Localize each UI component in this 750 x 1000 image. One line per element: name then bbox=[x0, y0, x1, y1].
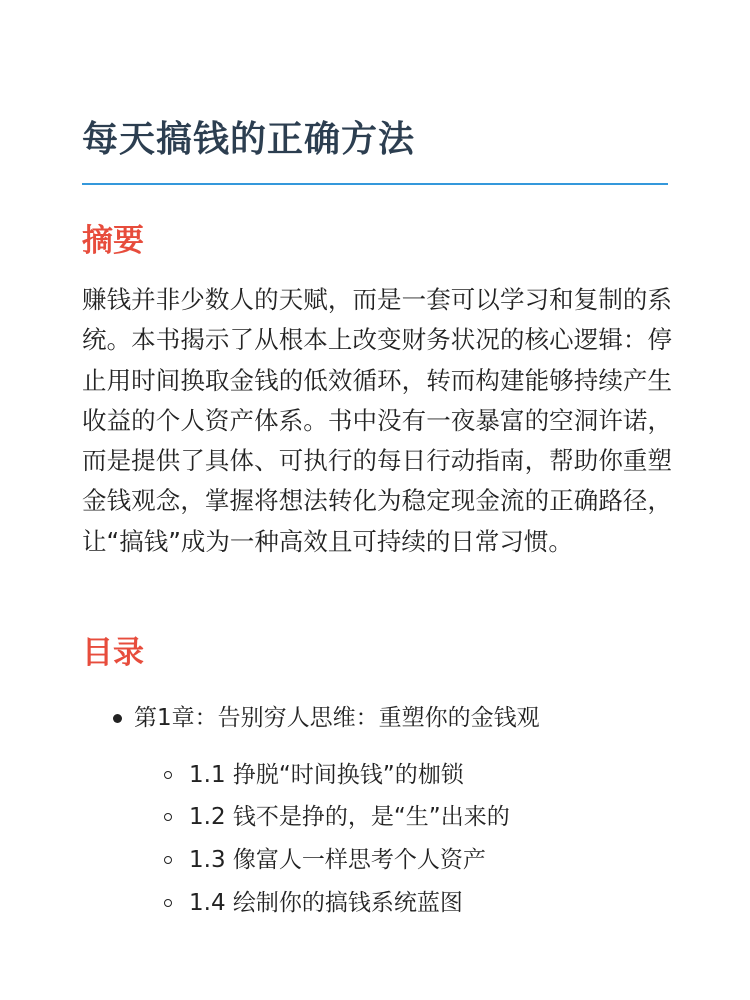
bullet-circle-icon bbox=[164, 771, 172, 779]
toc-chapter-label: 第1章：告别穷人思维：重塑你的金钱观 bbox=[134, 705, 540, 731]
toc-section-label: 1.3 像富人一样思考个人资产 bbox=[189, 847, 486, 873]
bullet-circle-icon bbox=[164, 813, 172, 821]
abstract-paragraph: 赚钱并非少数人的天赋，而是一套可以学习和复制的系统。本书揭示了从根本上改变财务状况的核心逻辑：停止用时间换取金钱的低效循环，转而构建能够持续产生收益的个人资产体系。书中没有一夜暴富的空洞许诺，而是提供了具体、可执行的每日行动指南，帮助你重塑金钱观念，掌握将想法转化为稳定现金流的正确路径，让“搞钱”成为一种高效且可持续的日常习惯。 bbox=[82, 285, 672, 556]
toc-section-label: 1.4 绘制你的搞钱系统蓝图 bbox=[189, 890, 463, 916]
bullet-circle-icon bbox=[164, 899, 172, 907]
abstract-heading: 摘要 bbox=[82, 223, 144, 259]
toc-section-label: 1.2 钱不是挣的，是“生”出来的 bbox=[189, 804, 510, 830]
toc-section-label: 1.1 挣脱“时间换钱”的枷锁 bbox=[189, 762, 464, 788]
document-title: 每天搞钱的正确方法 bbox=[82, 119, 416, 160]
bullet-circle-icon bbox=[164, 856, 172, 864]
title-divider bbox=[82, 183, 668, 185]
toc-heading: 目录 bbox=[82, 635, 144, 671]
bullet-disc-icon bbox=[113, 714, 122, 723]
